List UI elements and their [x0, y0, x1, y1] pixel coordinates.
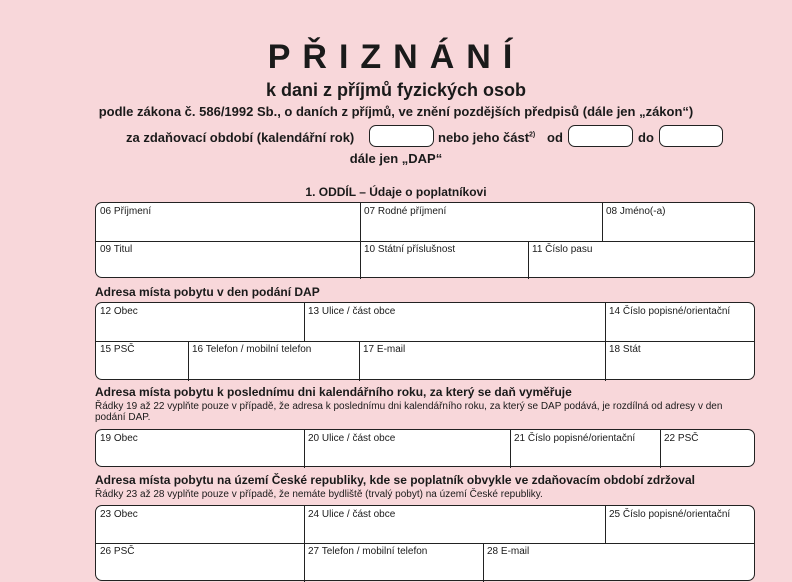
house-number-field[interactable]: 25 Číslo popisné/orientační [609, 509, 731, 520]
from-label: od [547, 130, 563, 145]
form-subtitle: k dani z příjmů fyzických osob [265, 80, 527, 100]
street-field[interactable]: 13 Ulice / část obce [308, 306, 396, 317]
period-part-text: nebo jeho část [438, 130, 530, 145]
address1-grid [95, 302, 755, 380]
house-number-field[interactable]: 21 Číslo popisné/orientační [514, 433, 636, 444]
municipality-field[interactable]: 19 Obec [100, 433, 138, 444]
section1-title: 1. ODDÍL – Údaje o poplatníkovi [305, 185, 487, 199]
to-label: do [638, 130, 654, 145]
address2-note: Řádky 19 až 22 vyplňte pouze v případě, že adresa k poslednímu dni kalendářního roku, za který se DAP podává, je rozdílná od adresy v den podání DAP. [95, 401, 723, 423]
period-year-field[interactable] [369, 125, 434, 147]
address3-heading: Adresa místa pobytu na území České republiky, kde se poplatník obvykle ve zdaňovacím období zdržoval [95, 473, 695, 487]
law-reference: podle zákona č. 586/1992 Sb., o daních z příjmů, ve znění pozdějších předpisů (dále jen „zákon“) [98, 104, 694, 119]
surname-field[interactable]: 06 Příjmení [100, 206, 152, 217]
period-to-field[interactable] [659, 125, 723, 147]
address3-note: Řádky 23 až 28 vyplňte pouze v případě, že nemáte bydliště (trvalý pobyt) na území České republiky. [95, 489, 543, 500]
municipality-field[interactable]: 12 Obec [100, 306, 138, 317]
first-name-field[interactable]: 08 Jméno(-a) [606, 206, 666, 217]
title-field[interactable]: 09 Titul [100, 244, 133, 255]
period-from-field[interactable] [568, 125, 633, 147]
email-field[interactable]: 17 E-mail [363, 344, 406, 355]
street-field[interactable]: 20 Ulice / část obce [308, 433, 396, 444]
postal-code-field[interactable]: 22 PSČ [664, 433, 699, 444]
municipality-field[interactable]: 23 Obec [100, 509, 138, 520]
house-number-field[interactable]: 14 Číslo popisné/orientační [609, 306, 731, 317]
phone-field[interactable]: 27 Telefon / mobilní telefon [308, 546, 428, 557]
dap-label: dále jen „DAP“ [349, 151, 443, 166]
country-field[interactable]: 18 Stát [609, 344, 641, 355]
street-field[interactable]: 24 Ulice / část obce [308, 509, 396, 520]
postal-code-field[interactable]: 15 PSČ [100, 344, 135, 355]
period-label: za zdaňovací období (kalendářní rok) [126, 130, 355, 145]
citizenship-field[interactable]: 10 Státní příslušnost [364, 244, 456, 255]
address2-grid [95, 429, 755, 467]
address1-heading: Adresa místa pobytu v den podání DAP [95, 285, 320, 299]
address2-heading: Adresa místa pobytu k poslednímu dni kalendářního roku, za který se daň vyměřuje [95, 385, 572, 399]
phone-field[interactable]: 16 Telefon / mobilní telefon [192, 344, 312, 355]
passport-number-field[interactable]: 11 Číslo pasu [532, 244, 593, 255]
address3-grid [95, 505, 755, 581]
postal-code-field[interactable]: 26 PSČ [100, 546, 135, 557]
footnote-marker: 2) [529, 131, 536, 139]
birth-surname-field[interactable]: 07 Rodné příjmení [364, 206, 447, 217]
email-field[interactable]: 28 E-mail [487, 546, 530, 557]
form-title: PŘIZNÁNÍ [267, 38, 525, 76]
period-part-label [438, 130, 535, 145]
section1-grid [95, 202, 755, 278]
